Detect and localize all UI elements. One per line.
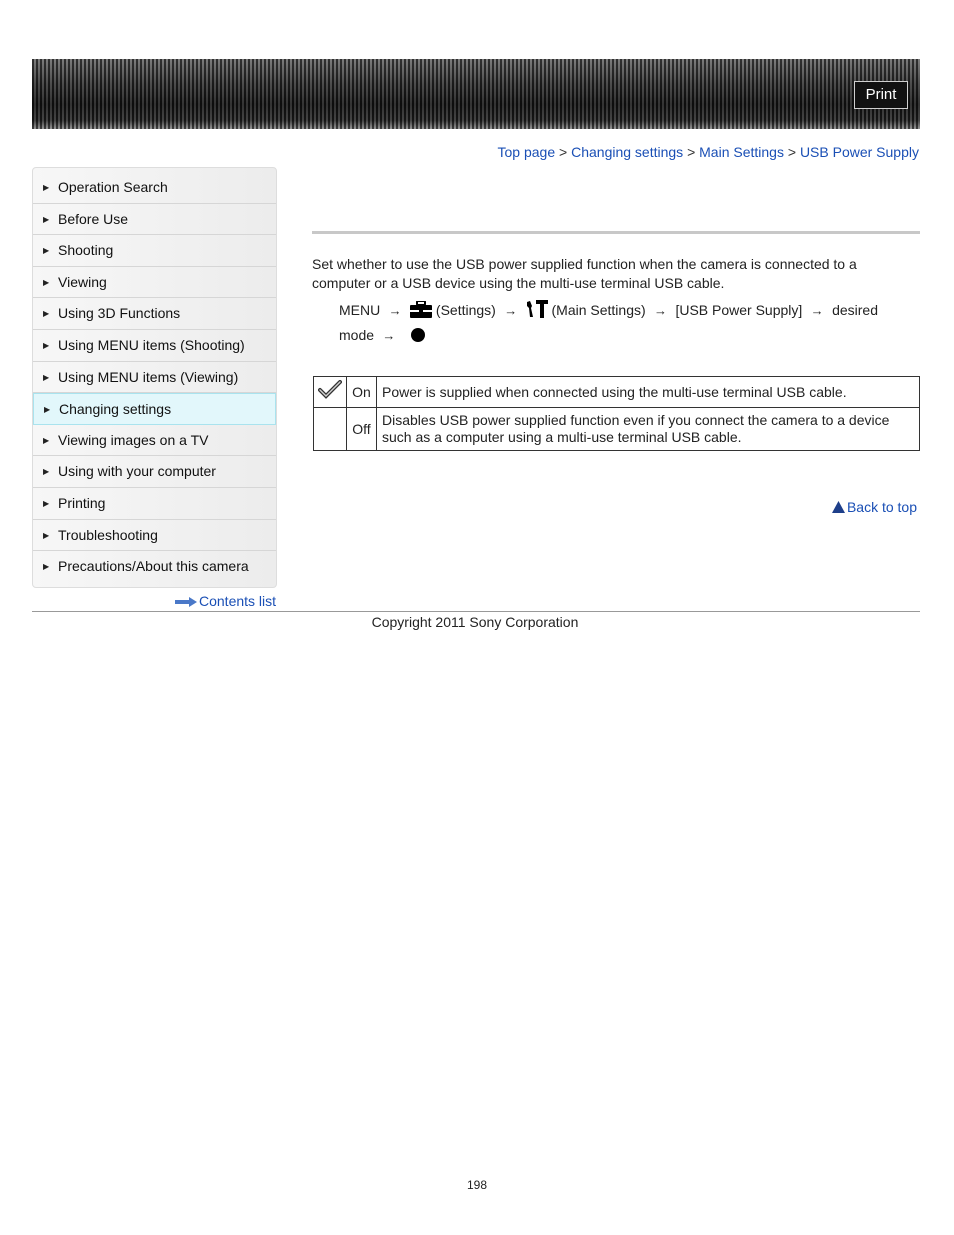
arrow-right-icon: → — [810, 303, 824, 318]
breadcrumb-top-page[interactable]: Top page — [497, 144, 556, 160]
circle-icon — [410, 327, 426, 343]
breadcrumb — [498, 144, 919, 160]
triangle-right-icon: ▶ — [44, 405, 51, 415]
toolbox-icon — [410, 301, 432, 318]
menu-path — [339, 298, 899, 348]
sidebar-item-viewing-on-tv[interactable] — [33, 425, 276, 457]
triangle-right-icon: ▶ — [43, 372, 50, 382]
breadcrumb-separator: > — [787, 144, 797, 160]
sidebar-item-label: Shooting — [58, 242, 114, 259]
sidebar-item-label: Using MENU items (Shooting) — [58, 336, 245, 353]
breadcrumb-separator: > — [559, 144, 568, 160]
usb-power-supply-label: [USB Power Supply] — [675, 302, 803, 318]
title-divider — [312, 231, 920, 234]
sidebar-item-operation-search[interactable] — [33, 172, 276, 204]
sidebar-item-troubleshooting[interactable] — [33, 520, 276, 552]
sidebar-item-label: Viewing images on a TV — [58, 431, 209, 448]
triangle-right-icon: ▶ — [43, 562, 50, 572]
triangle-right-icon: ▶ — [43, 214, 50, 224]
sidebar-item-3d-functions[interactable] — [33, 298, 276, 330]
triangle-right-icon: ▶ — [43, 340, 50, 350]
triangle-right-icon: ▶ — [43, 530, 50, 540]
desired-label: desired — [832, 302, 878, 318]
option-description: Disables USB power supplied function even if you connect the camera to a device such as a computer using a multi-use terminal USB cable. — [377, 408, 920, 451]
print-button[interactable]: Print — [854, 81, 908, 109]
mode-label: mode — [339, 327, 375, 343]
triangle-right-icon: ▶ — [43, 183, 50, 192]
contents-list-link[interactable]: Contents list — [199, 593, 277, 609]
header-banner — [32, 59, 920, 129]
sidebar-item-printing[interactable] — [33, 488, 276, 520]
page-number: 198 — [466, 1178, 488, 1192]
contents-list-link-wrapper — [175, 593, 276, 609]
sidebar-item-label: Viewing — [58, 273, 107, 290]
breadcrumb-main-settings[interactable]: Main Settings — [699, 144, 784, 160]
options-table — [313, 376, 920, 451]
option-name: Off — [347, 408, 377, 451]
arrow-right-icon: → — [382, 328, 396, 343]
triangle-right-icon: ▶ — [43, 498, 50, 508]
option-name: On — [347, 377, 377, 408]
sidebar-item-label: Using with your computer — [58, 463, 216, 480]
sidebar-item-menu-viewing[interactable] — [33, 362, 276, 394]
triangle-right-icon: ▶ — [43, 467, 50, 477]
sidebar-item-computer[interactable] — [33, 456, 276, 488]
menu-label: MENU — [339, 302, 381, 318]
arrow-right-icon — [175, 597, 197, 607]
empty-marker-cell — [314, 408, 347, 451]
triangle-right-icon: ▶ — [43, 435, 50, 445]
sidebar-item-label: Using MENU items (Viewing) — [58, 368, 239, 385]
sidebar-nav — [33, 168, 276, 583]
checkmark-icon — [318, 380, 342, 400]
sidebar-item-label: Operation Search — [58, 179, 168, 195]
option-row-off — [314, 408, 920, 451]
arrow-right-icon: → — [388, 303, 402, 318]
sidebar-item-label: Before Use — [58, 210, 129, 227]
main-settings-label: (Main Settings) — [551, 302, 646, 318]
sidebar-item-label: Troubleshooting — [58, 526, 158, 543]
triangle-right-icon: ▶ — [43, 309, 50, 319]
sidebar-item-label: Precautions/About this camera — [58, 558, 249, 575]
option-row-on — [314, 377, 920, 408]
arrow-right-icon: → — [504, 303, 518, 318]
breadcrumb-changing-settings[interactable]: Changing settings — [571, 144, 684, 160]
sidebar-item-menu-shooting[interactable] — [33, 330, 276, 362]
sidebar-item-viewing[interactable] — [33, 267, 276, 299]
triangle-up-icon — [832, 501, 845, 513]
default-marker-cell — [314, 377, 347, 408]
sidebar-item-label: Printing — [58, 494, 106, 511]
page-description: Set whether to use the USB power supplied function when the camera is connected to a computer or a USB device using the multi-use terminal USB cable. — [312, 256, 857, 291]
sidebar — [32, 167, 277, 588]
copyright: Copyright 2011 Sony Corporation — [371, 614, 579, 630]
sidebar-item-label: Using 3D Functions — [58, 305, 181, 322]
footer-divider — [32, 611, 920, 612]
sidebar-item-precautions[interactable] — [33, 551, 276, 583]
breadcrumb-separator: > — [687, 144, 696, 160]
sidebar-item-changing-settings[interactable] — [33, 393, 276, 425]
triangle-right-icon: ▶ — [43, 277, 50, 287]
back-to-top-wrapper — [832, 499, 917, 515]
sidebar-item-label: Changing settings — [59, 401, 172, 418]
arrow-right-icon: → — [654, 303, 668, 318]
settings-label: (Settings) — [435, 302, 496, 318]
option-description: Power is supplied when connected using the multi-use terminal USB cable. — [377, 377, 920, 408]
breadcrumb-usb-power-supply[interactable]: USB Power Supply — [799, 144, 919, 160]
triangle-right-icon: ▶ — [43, 246, 50, 256]
wrench-icon — [526, 300, 548, 318]
sidebar-item-before-use[interactable] — [33, 204, 276, 236]
sidebar-item-shooting[interactable] — [33, 235, 276, 267]
back-to-top-link[interactable]: Back to top — [846, 499, 917, 515]
